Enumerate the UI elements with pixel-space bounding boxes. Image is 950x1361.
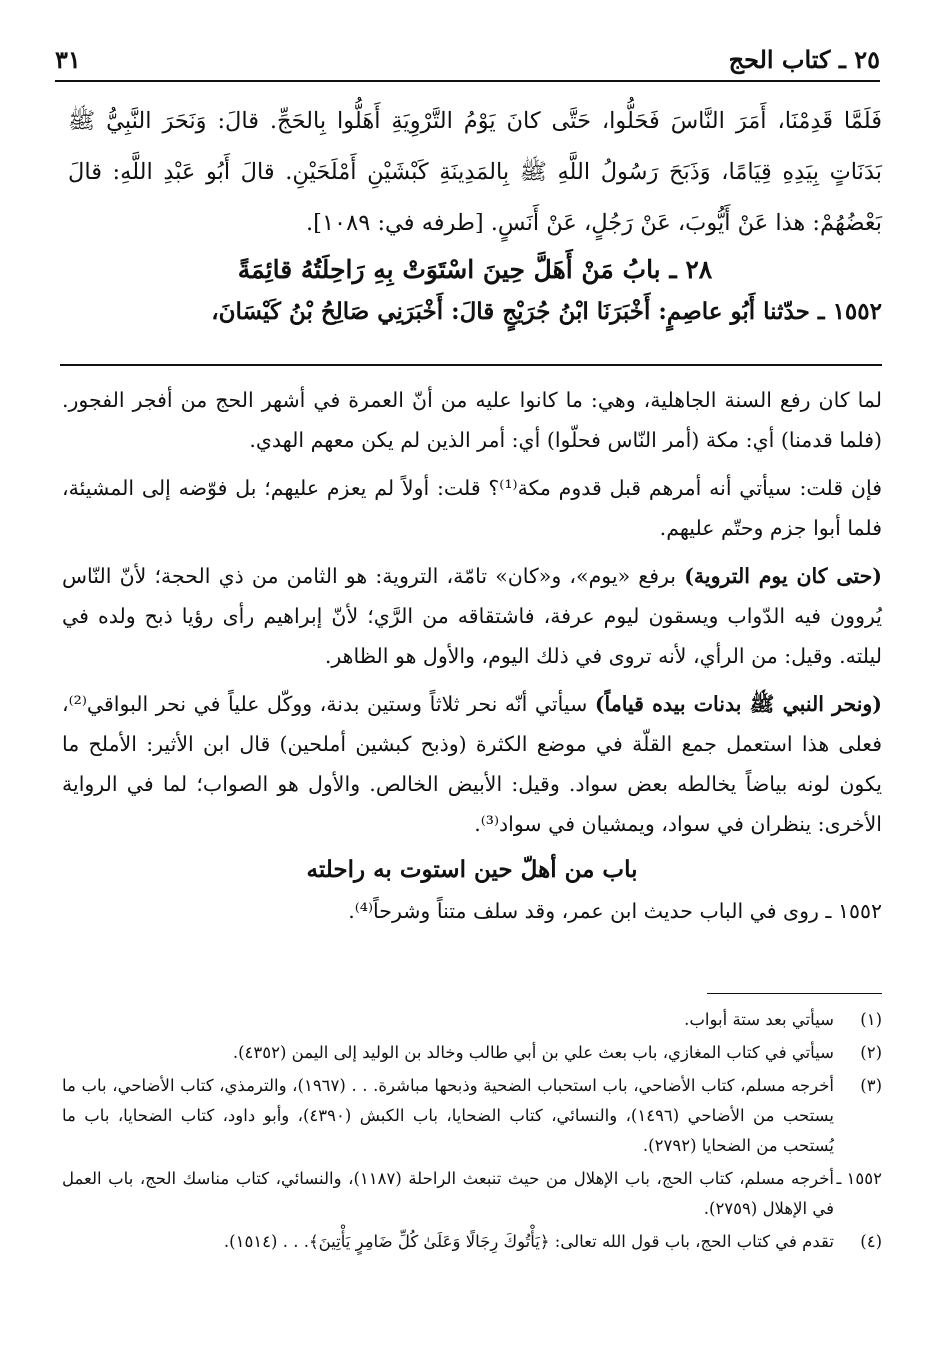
hadith-isnad: ١٥٥٢ ـ حدّثنا أَبُو عاصِمٍ: أَخْبَرَنَا ابْنُ جُرَيْجٍ قالَ: أَخْبَرَنِي صَالِحُ بْنُ كَيْسَانَ، xyxy=(211,298,882,325)
commentary-paragraph: ١٥٥٢ ـ روى في الباب حديث ابن عمر، وقد سلف متناً وشرحاً⁽⁴⁾. xyxy=(348,899,882,923)
footnote-marker: (١) xyxy=(860,1010,882,1029)
footnotes xyxy=(62,1005,882,1260)
page-number: ٣١ xyxy=(55,44,81,74)
footnote xyxy=(62,1164,882,1224)
commentary-text: برفع «يوم»، و«كان» تامّة، التروية: هو الثامن من ذي الحجة؛ لأنّ النّاس يُروون فيه الدّواب ويسقون ليوم عرفة، فاشتقاقه من الرَّي؛ لأنّ إبراهيم رأى رؤيا ذبح ولده في ليلته. وقيل: من الرأي، لأنه تروى في ذلك اليوم، والأول هو الظاهر. xyxy=(62,564,882,668)
commentary-text: سيأتي أنّه نحر ثلاثاً وستين بدنة، ووكّل علياً في نحر البواقي⁽²⁾، فعلى هذا استعمل جمع القلّة في موضع الكثرة (وذبح كبشين أملحين) قال ابن الأثير: الأملح ما يكون لونه بياضاً يخالطه بعض سواد. وقيل: الأبيض الخالص. والأول هو الصواب؛ لما في الرواية الأخرى: ينظران في سواد، ويمشيان في سواد⁽³⁾. xyxy=(62,692,882,836)
commentary-bab-title: باب من أهلّ حين استوت به راحلته xyxy=(306,856,638,883)
chapter-heading: ٢٥ ـ كتاب الحج xyxy=(728,44,880,74)
footnote-marker: (٣) xyxy=(860,1076,882,1095)
footnote-text: تقدم في كتاب الحج، باب قول الله تعالى: ﴿يَأْتُوكَ رِجَالًا وَعَلَىٰ كُلِّ ضَامِرٍ يَأْتِينَ﴾. . . (١٥١٤). xyxy=(223,1232,834,1251)
footnote xyxy=(62,1005,882,1035)
footnote-divider xyxy=(707,993,882,994)
commentary-paragraph xyxy=(62,556,882,676)
footnote-marker: ١٥٥٢ ـ xyxy=(836,1169,882,1188)
section-divider xyxy=(60,364,882,366)
footnote-marker: (٤) xyxy=(860,1232,882,1251)
footnote-text: أخرجه مسلم، كتاب الحج، باب الإهلال من حيث تنبعث الراحلة (١١٨٧)، والنسائي، كتاب مناسك الحج، باب العمل في الإهلال (٢٧٥٩). xyxy=(62,1169,834,1218)
commentary-paragraph: لما كان رفع السنة الجاهلية، وهي: ما كانوا عليه من أنّ العمرة في أشهر الحج من أفجر الفجور. (فلما قدمنا) أي: مكة (أمر النّاس فحلّوا) أي: أمر الذين لم يكن معهم الهدي. xyxy=(62,388,882,452)
footnote-text: سيأتي في كتاب المغازي، باب بعث علي بن أبي طالب وخالد بن الوليد إلى اليمن (٤٣٥٢). xyxy=(232,1043,834,1062)
footnote-marker: (٢) xyxy=(860,1043,882,1062)
footnote-text: أخرجه مسلم، كتاب الأضاحي، باب استحباب الضحية وذبحها مباشرة. . . (١٩٦٧)، والترمذي، كتاب الأضاحي، باب ما يستحب من الأضاحي (١٤٩٦)، والنسائي، كتاب الضحايا، باب الكبش (٤٣٩٠)، وأبو داود، كتاب الضحايا، باب ما يُستحب من الضحايا (٢٧٩٢). xyxy=(62,1076,834,1155)
commentary-section xyxy=(62,380,882,939)
commentary-paragraph xyxy=(62,684,882,844)
hadith-section xyxy=(68,96,882,336)
commentary-lemma: (ونحر النبي ﷺ بدنات بيده قياماً) xyxy=(594,692,882,716)
hadith-text: فَلَمَّا قَدِمْنَا، أَمَرَ النَّاسَ فَحَلُّوا، حَتَّى كانَ يَوْمُ التَّرْوِيَةِ أَهَلُّوا بِالحَجِّ. قالَ: وَنَحَرَ النَّبِيُّ ﷺ بَدَنَاتٍ بِيَدِهِ قِيَامًا، وَذَبَحَ رَسُولُ اللَّهِ ﷺ بِالمَدِينَةِ كَبْشَيْنِ أَمْلَحَيْنِ. قالَ أَبُو عَبْدِ اللَّهِ: قالَ بَعْضُهُمْ: هذا عَنْ أَيُّوبَ، عَنْ رَجُلٍ، عَنْ أَنَسٍ. [طرفه في: ١٠٨٩]. xyxy=(68,108,882,236)
footnote xyxy=(62,1038,882,1068)
footnote-text: سيأتي بعد ستة أبواب. xyxy=(684,1010,834,1029)
commentary-paragraph: فإن قلت: سيأتي أنه أمرهم قبل قدوم مكة⁽¹⁾؟ قلت: أولاً لم يعزم عليهم؛ بل فوّضه إلى المشيئة، فلما أبوا جزم وحتّم عليهم. xyxy=(62,476,883,540)
footnote xyxy=(62,1071,882,1161)
footnote xyxy=(62,1227,882,1257)
commentary-lemma: (حتى كان يوم التروية) xyxy=(684,564,882,588)
bab-title: ٢٨ ـ بابُ مَنْ أَهَلَّ حِينَ اسْتَوَتْ بِهِ رَاحِلَتُهُ قائِمَةً xyxy=(237,255,713,284)
running-header xyxy=(55,38,880,82)
